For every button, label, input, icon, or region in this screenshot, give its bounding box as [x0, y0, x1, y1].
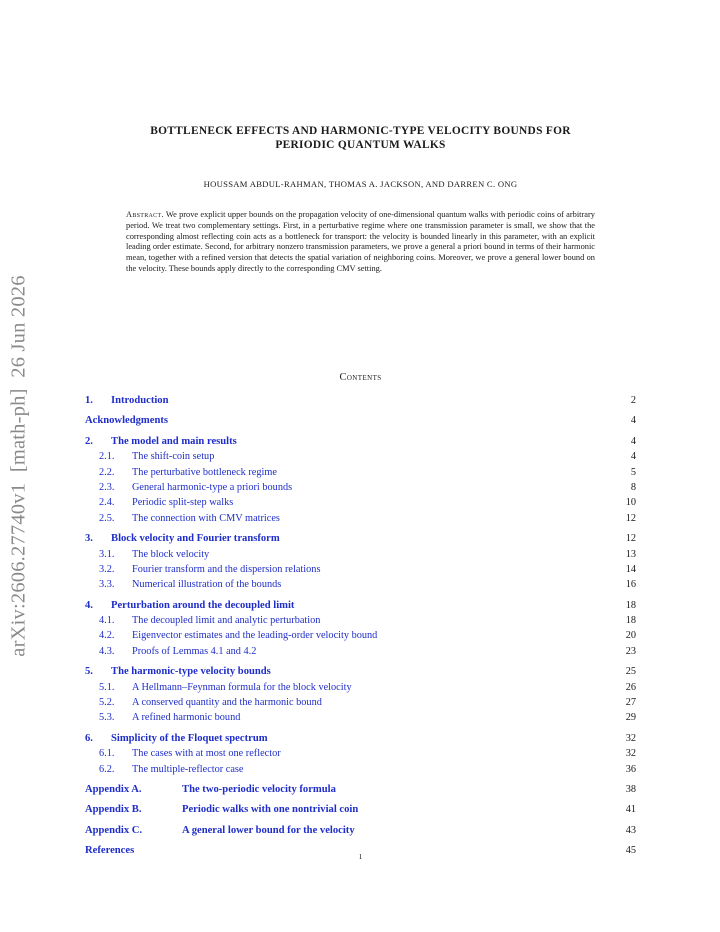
- toc-entry-label: [85, 823, 355, 838]
- toc-section-link[interactable]: [85, 664, 636, 679]
- toc-entry-title: The model and main results: [111, 435, 237, 447]
- toc-entry-title: References: [85, 845, 135, 857]
- toc-entry-title: Perturbation around the decoupled limit: [111, 599, 295, 611]
- toc-entry-label: [99, 547, 209, 562]
- toc-entry-number: 5.1.: [99, 681, 115, 693]
- toc-entry-number: 5.2.: [99, 697, 115, 709]
- toc-entry-label: [85, 598, 294, 613]
- toc-entry-page: 26: [625, 681, 636, 693]
- toc-entry-title: Block velocity and Fourier transform: [111, 533, 280, 545]
- toc-section-link[interactable]: [85, 434, 636, 449]
- arxiv-id: arXiv:2606.27740v1: [7, 482, 30, 657]
- toc-entry-page: 23: [625, 645, 636, 657]
- toc-entry-title: The shift-coin setup: [132, 451, 215, 463]
- toc-entry-number: 2.1.: [99, 451, 115, 463]
- toc-entry-page: 14: [625, 563, 636, 575]
- toc-entry-title: The multiple-reflector case: [132, 763, 244, 775]
- toc-entry-page: 16: [625, 579, 636, 591]
- toc-entry-number: 4.: [85, 599, 93, 611]
- toc-subsection-link[interactable]: [85, 495, 636, 510]
- toc-appendix-link[interactable]: [85, 802, 636, 817]
- toc-entry-label: [99, 762, 244, 777]
- toc-entry-label: [99, 577, 281, 592]
- toc-entry-number: 5.3.: [99, 712, 115, 724]
- toc-entry-label: [85, 413, 168, 428]
- toc-appendix-link[interactable]: [85, 782, 636, 797]
- toc-entry-title: Simplicity of the Floquet spectrum: [111, 732, 268, 744]
- toc-section-link[interactable]: [85, 731, 636, 746]
- toc-entry-page: 4: [630, 415, 636, 427]
- toc-appendix-link[interactable]: [85, 823, 636, 838]
- toc-subsection-link[interactable]: [85, 577, 636, 592]
- toc-entry-number: Appendix B.: [85, 804, 142, 816]
- toc-entry-page: 4: [630, 435, 636, 447]
- abstract: [126, 210, 595, 275]
- toc-entry-label: [99, 562, 320, 577]
- toc-entry-label: [99, 480, 292, 495]
- toc-entry-title: A Hellmann–Feynman formula for the block velocity: [132, 681, 352, 693]
- toc-entry-number: 1.: [85, 395, 93, 406]
- toc-entry-title: The cases with at most one reflector: [132, 748, 281, 760]
- toc-section-link[interactable]: [85, 413, 636, 428]
- toc-entry-page: 32: [625, 732, 636, 744]
- page-number: 1: [358, 852, 363, 861]
- toc-entry-number: 4.1.: [99, 615, 115, 627]
- toc-entry-page: 10: [625, 497, 636, 509]
- contents-heading: Contents: [339, 372, 382, 383]
- toc-entry-title: The connection with CMV matrices: [132, 512, 280, 524]
- toc-entry-number: 4.3.: [99, 645, 115, 657]
- toc-entry-label: [99, 680, 352, 695]
- toc-entry-title: A refined harmonic bound: [132, 712, 241, 724]
- toc-entry-page: 18: [625, 599, 636, 611]
- arxiv-category: [math-ph]: [7, 388, 30, 473]
- toc-entry-label: [99, 495, 233, 510]
- toc-subsection-link[interactable]: [85, 480, 636, 495]
- toc-entry-title: The perturbative bottleneck regime: [132, 466, 277, 478]
- toc-entry-page: 38: [625, 783, 636, 795]
- toc-entry-page: 5: [630, 466, 636, 478]
- toc-entry-label: [99, 746, 281, 761]
- toc-subsection-link[interactable]: [85, 762, 636, 777]
- toc-entry-number: 3.3.: [99, 579, 115, 591]
- toc-entry-label: [85, 393, 169, 408]
- toc-entry-page: 13: [625, 548, 636, 560]
- toc-entry-page: 43: [625, 824, 636, 836]
- toc-entry-number: Appendix A.: [85, 783, 142, 795]
- toc-entry-page: 12: [625, 533, 636, 545]
- toc-entry-number: 6.1.: [99, 748, 115, 760]
- toc-entry-page: 20: [625, 630, 636, 642]
- toc-entry-title: General harmonic-type a priori bounds: [132, 481, 293, 493]
- title-line-1: BOTTLENECK EFFECTS AND HARMONIC-TYPE VELOCITY BOUNDS FOR: [150, 125, 571, 137]
- toc-entry-label: [99, 644, 256, 659]
- authors: HOUSSAM ABDUL-RAHMAN, THOMAS A. JACKSON, AND DARREN C. ONG: [203, 179, 518, 189]
- toc-entry-label: [99, 449, 214, 464]
- toc-section-link[interactable]: [85, 393, 636, 408]
- toc-entry-number: 4.2.: [99, 630, 115, 642]
- arxiv-side-stamp: [8, 275, 31, 656]
- toc-entry-number: 2.: [85, 435, 93, 447]
- toc-entry-number: 3.1.: [99, 548, 115, 560]
- toc-entry-label: [99, 695, 322, 710]
- toc-subsection-link[interactable]: [85, 613, 636, 628]
- toc-subsection-link[interactable]: [85, 695, 636, 710]
- toc-entry-page: 25: [625, 666, 636, 678]
- toc-entry-title: Periodic walks with one nontrivial coin: [182, 804, 359, 816]
- toc-entry-page: 41: [625, 804, 636, 816]
- toc-entry-page: 32: [625, 748, 636, 760]
- toc-entry-label: [85, 531, 280, 546]
- toc-entry-title: Acknowledgments: [85, 415, 168, 427]
- toc-subsection-link[interactable]: [85, 644, 636, 659]
- toc-entry-label: [99, 465, 277, 480]
- abstract-heading: Abstract.: [126, 210, 164, 219]
- toc-subsection-link[interactable]: [85, 562, 636, 577]
- abstract-text: We prove explicit upper bounds on the propagation velocity of one-dimensional quantum walks with periodic coins of arbitrary period. We treat two complementary settings. First, in a perturbative regime where one transmission parameter is small, we show that the corresponding almost reflecting coin acts as a bottleneck for transport: the velocity is bounded linearly in this parameter, with an explicit leading order estimate. Second, for arbitrary nonzero transmission parameters, we prove a general a priori bound in terms of their harmonic mean, together with a refined version that detects the spatial variation of neighboring coins. Moreover, we prove a general lower bound on the velocity. These bounds apply directly to the corresponding CMV setting.: [126, 210, 595, 273]
- table-of-contents: [85, 393, 636, 859]
- toc-section-link[interactable]: [85, 531, 636, 546]
- toc-entry-label: [99, 628, 377, 643]
- toc-entry-page: 4: [630, 451, 636, 463]
- toc-entry-page: 2: [630, 395, 636, 406]
- toc-entry-page: 18: [625, 615, 636, 627]
- toc-entry-label: [85, 782, 336, 797]
- toc-entry-label: [99, 710, 240, 725]
- toc-entry-title: Periodic split-step walks: [132, 497, 234, 509]
- toc-entry-title: Numerical illustration of the bounds: [132, 579, 282, 591]
- toc-entry-page: 27: [625, 697, 636, 709]
- toc-entry-title: Fourier transform and the dispersion relations: [132, 563, 321, 575]
- toc-subsection-link[interactable]: [85, 449, 636, 464]
- toc-entry-number: 6.2.: [99, 763, 115, 775]
- toc-entry-title: The block velocity: [132, 548, 210, 560]
- toc-subsection-link[interactable]: [85, 465, 636, 480]
- toc-entry-page: 45: [625, 845, 636, 857]
- toc-entry-title: A general lower bound for the velocity: [182, 824, 355, 836]
- toc-subsection-link[interactable]: [85, 680, 636, 695]
- arxiv-date: 26 Jun 2026: [7, 275, 30, 378]
- toc-entry-label: [99, 511, 280, 526]
- toc-subsection-link[interactable]: [85, 511, 636, 526]
- toc-entry-title: The harmonic-type velocity bounds: [111, 666, 271, 678]
- toc-entry-page: 29: [625, 712, 636, 724]
- toc-entry-number: 6.: [85, 732, 93, 744]
- toc-entry-number: 2.3.: [99, 481, 115, 493]
- toc-subsection-link[interactable]: [85, 547, 636, 562]
- toc-entry-title: Proofs of Lemmas 4.1 and 4.2: [132, 645, 257, 657]
- toc-entry-title: Eigenvector estimates and the leading-order velocity bound: [132, 630, 378, 642]
- toc-entry-page: 12: [625, 512, 636, 524]
- toc-entry-label: [85, 731, 268, 746]
- toc-entry-number: 2.2.: [99, 466, 115, 478]
- toc-subsection-link[interactable]: [85, 710, 636, 725]
- toc-entry-label: [85, 434, 237, 449]
- toc-entry-label: [99, 613, 320, 628]
- toc-entry-page: 36: [625, 763, 636, 775]
- toc-entry-title: The decoupled limit and analytic perturbation: [132, 615, 321, 627]
- toc-entry-label: [85, 802, 358, 817]
- toc-entry-number: Appendix C.: [85, 824, 143, 836]
- toc-entry-number: 3.2.: [99, 563, 115, 575]
- toc-entry-label: [85, 664, 271, 679]
- toc-entry-number: 2.5.: [99, 512, 115, 524]
- toc-subsection-link[interactable]: [85, 628, 636, 643]
- toc-entry-title: Introduction: [111, 395, 169, 406]
- toc-entry-number: 3.: [85, 533, 93, 545]
- toc-entry-title: The two-periodic velocity formula: [182, 783, 336, 795]
- toc-entry-title: A conserved quantity and the harmonic bound: [132, 697, 322, 709]
- title-line-2: PERIODIC QUANTUM WALKS: [275, 139, 446, 151]
- paper-title: [85, 124, 636, 152]
- toc-section-link[interactable]: [85, 598, 636, 613]
- toc-entry-page: 8: [630, 481, 636, 493]
- toc-subsection-link[interactable]: [85, 746, 636, 761]
- toc-entry-number: 2.4.: [99, 497, 115, 509]
- toc-entry-number: 5.: [85, 666, 93, 678]
